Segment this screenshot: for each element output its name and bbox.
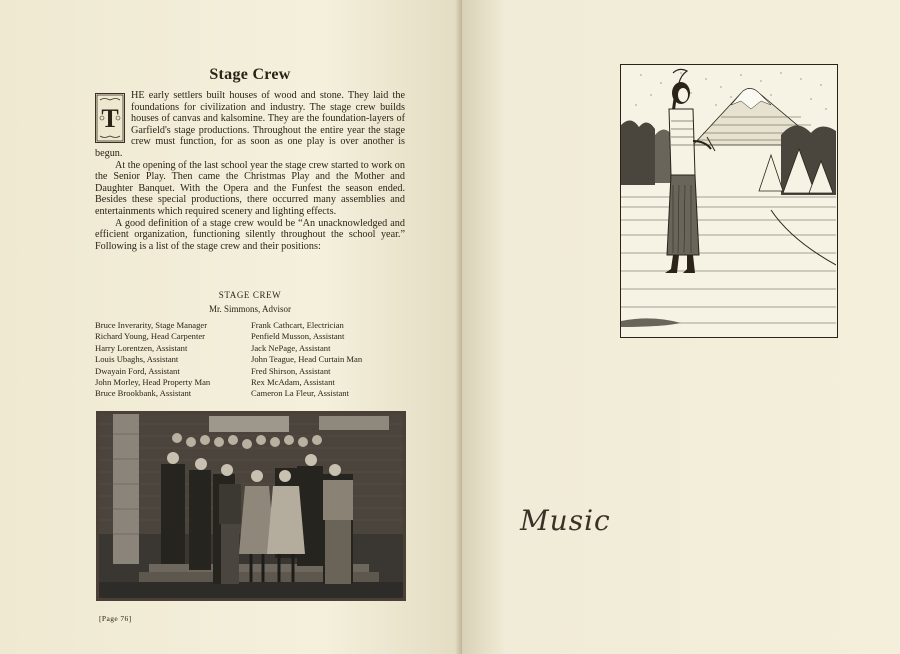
paragraph-1: HE early settlers built houses of wood and stone. They laid the foundations for civilization and industry. The stage crew builds houses of canvas and kalsomine. They are the foundation-layers of Garfield's stage productions. Throughout the entire year the stage crew must function, for as soon as one play is over another is begun.	[95, 90, 405, 159]
crew-member: Frank Cathcart, Electrician	[251, 320, 344, 330]
crew-member: John Morley, Head Property Man	[95, 377, 211, 388]
dropcap-letter: T	[101, 104, 119, 133]
article-body	[95, 90, 405, 252]
crew-member: Louis Ubaghs, Assistant	[95, 354, 179, 365]
crew-heading: STAGE CREW	[218, 290, 282, 300]
crew-member: Jack NePage, Assistant	[251, 342, 331, 353]
crew-member: John Teague, Head Curtain Man	[251, 354, 363, 365]
stage-crew-group-photo	[96, 411, 406, 601]
crew-member: Bruce Inverarity, Stage Manager	[95, 320, 208, 330]
crew-member: Bruce Brookbank, Assistant	[95, 388, 192, 399]
crew-list-left	[95, 320, 245, 400]
paragraph-3: A good definition of a stage crew would be “An unacknowledged and efficient organization, functioning silently throughout the school year.” Following is a list of the stage crew and their positions:	[95, 217, 405, 252]
advisor-line: Mr. Simmons, Advisor	[208, 304, 291, 314]
page-number: [Page 76]	[99, 614, 132, 623]
crew-member: Dwayain Ford, Assistant	[95, 365, 180, 376]
crew-member: Cameron La Fleur, Assistant	[251, 388, 349, 399]
dropcap-t-icon	[95, 93, 125, 143]
crew-member: Rex McAdam, Assistant	[251, 377, 335, 388]
crew-member: Richard Young, Head Carpenter	[95, 331, 206, 342]
page-title: Stage Crew	[209, 66, 291, 83]
crew-member: Penfield Musson, Assistant	[251, 331, 345, 342]
indian-maiden-illustration	[620, 64, 838, 338]
paragraph-2: At the opening of the last school year the stage crew started to work on the Senior Play. Then came the Christmas Play and the Mother and Daughter Banquet. With the Opera and the Funfest the season ended. Besides these special productions, there occurred many assemblies and entertainments which required scenery and lighting effects.	[95, 159, 405, 217]
crew-member: Harry Lorentzen, Assistant	[95, 342, 188, 353]
crew-list-right	[251, 320, 411, 400]
section-title-music: Music	[520, 504, 611, 537]
crew-member: Fred Shirson, Assistant	[251, 365, 331, 376]
